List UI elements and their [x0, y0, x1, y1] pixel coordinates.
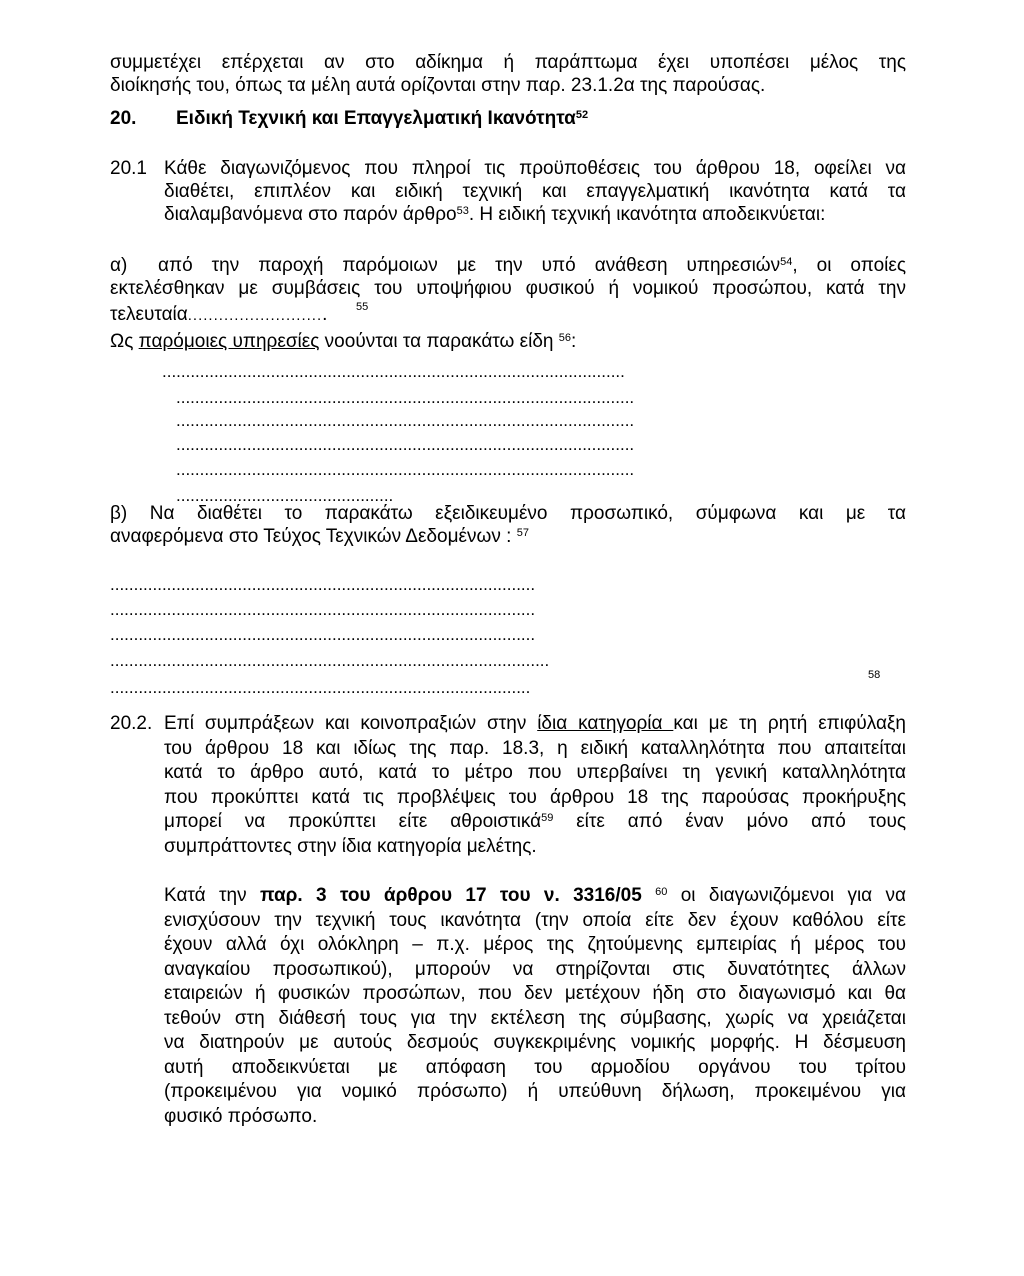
beta-paragraph [110, 502, 906, 548]
alpha-last-year [110, 303, 327, 327]
text-run: , οι οποίες [792, 255, 906, 276]
text-run: . Η ειδική τεχνική ικανότητα αποδεικνύεται: [468, 204, 826, 225]
paragraph-line [164, 203, 906, 226]
dotted-line: .......................................................................................... [110, 600, 536, 619]
paragraph-line: εταιρειών ή φυσικών προσώπων, που δεν μετέχουν ήδη στο διαγωνισμό και θα [164, 983, 906, 1004]
dotted-line: .............................................. [176, 486, 394, 505]
dotted-line: ................................................................................................. [176, 388, 635, 407]
footnote-ref: 52 [575, 109, 589, 121]
section-20-title-text: Ειδική Τεχνική και Επαγγελματική Ικανότητα [176, 108, 576, 129]
footnote-ref: 53 [456, 205, 469, 217]
footnote-ref: 56 [558, 332, 572, 344]
text-run: του υποψήφιου φυσικού ή νομικού προσώπου, κατά την [374, 278, 906, 299]
similar-services-line [110, 330, 576, 353]
article-17-paragraph [164, 884, 906, 1129]
text-run: είτε από έναν μόνο από τους [553, 811, 907, 832]
paragraph-line: ενισχύσουν την τεχνική τους ικανότητα (την οποία είτε δεν έχουν καθόλου είτε [164, 909, 906, 931]
paragraph-line: (προκειμένου για νομικό πρόσωπο) ή υπεύθυνη δήλωση, προκειμένου για [164, 1081, 906, 1102]
law-reference: παρ. 3 του άρθρου 17 του ν. 3316/05 [259, 885, 642, 906]
dotted-line: ................................................................................................. [176, 411, 635, 430]
text-run: από την παροχή παρόμοιων με την υπό ανάθεση υπηρεσιών [158, 255, 781, 276]
paragraph-line: του άρθρου 18 και ιδίως της παρ. 18.3, η ειδική καταλληλότητα που απαιτείται [164, 737, 906, 759]
text-run: . [322, 304, 328, 325]
text-run: διαλαμβανόμενα στο παρόν άρθρο [164, 204, 457, 225]
paragraph-line: που προκύπτει κατά τις προβλέψεις του άρθρου 18 της παρούσας προκήρυξης [164, 786, 906, 808]
paragraph-line: φυσικό πρόσωπο. [164, 1105, 318, 1127]
section-20-title [176, 107, 588, 130]
paragraph-line: κατά το άρθρο αυτό, κατά το μέτρο που υπερβαίνει τη γενική καταλληλότητα [164, 762, 906, 783]
paragraph-line: διαθέτει, επιπλέον και ειδική τεχνική και επαγγελματική ικανότητα κατά τα [164, 181, 906, 202]
section-20-number: 20. [110, 108, 137, 129]
paragraph-line: Κάθε διαγωνιζόμενος που πληροί τις προϋποθέσεις του άρθρου 18, οφείλει να [164, 158, 906, 179]
paragraph-line [110, 525, 906, 548]
paragraph-line [164, 884, 906, 909]
dotted-line: ................................................................................................. [176, 435, 635, 454]
text-run: εκτελέσθηκαν με συμβάσεις [110, 278, 361, 299]
footnote-58: 58 [868, 669, 881, 681]
footnote-ref: 54 [780, 256, 793, 268]
paragraph-line [164, 712, 906, 737]
paragraph-line: αναγκαίου προσωπικού), μπορούν να στηρίζονται στις δυνατότητες άλλων [164, 958, 906, 980]
dotted-line: ......................................................................................... [110, 678, 531, 697]
text-run: Επί συμπράξεων και κοινοπραξιών στην [164, 713, 538, 734]
text-run: αναφερόμενα στο Τεύχος Τεχνικών Δεδομένων : [110, 526, 512, 547]
text-run: και με τη ρητή επιφύλαξη [673, 713, 906, 734]
text-run: Κατά την [164, 885, 260, 906]
text-run: τελευταία [110, 304, 188, 325]
paragraph-line: συμπράττοντες στην ίδια κατηγορία μελέτης. [164, 835, 537, 857]
footnote-ref: 57 [516, 527, 529, 539]
section-20-1-number: 20.1 [110, 158, 147, 179]
paragraph-line [110, 277, 906, 300]
paragraph-line: β) Να διαθέτει το παρακάτω εξειδικευμένο προσωπικό, σύμφωνα και με τα [110, 503, 906, 524]
paragraph-line: τεθούν στη διάθεσή τους για την εκτέλεση της σύμβασης, χωρίς να χρειάζεται [164, 1007, 906, 1029]
footnote-ref: 59 [541, 812, 554, 824]
similar-services-term: παρόμοιες υπηρεσίες [138, 331, 320, 352]
same-category-term: ίδια κατηγορία [537, 713, 674, 734]
dotted-line: .......................................................................................... [110, 625, 536, 644]
intro-line: διοίκησής του, όπως τα μέλη αυτά ορίζονται στην παρ. 23.1.2α της παρούσας. [110, 75, 766, 96]
section-20-2-number: 20.2. [110, 713, 153, 734]
footnote-55: 55 [356, 301, 369, 313]
alpha-label: α) [110, 255, 128, 276]
paragraph-line: να διατηρούν με αυτούς δεσμούς συγκεκριμένης νομικής μορφής. Η δέσμευση [164, 1032, 906, 1053]
text-run: οι διαγωνιζόμενοι για να [667, 885, 907, 906]
text-run: Ως [110, 331, 139, 352]
dotted-line: .......................................................................................... [110, 575, 536, 594]
dotted-line: ............................................................................................. [110, 651, 550, 670]
text-run: : [571, 331, 577, 352]
section-20-2-paragraph [164, 712, 906, 859]
intro-line: συμμετέχει επέρχεται αν στο αδίκημα ή παράπτωμα έχει υποπέσει μέλος της [110, 52, 906, 73]
paragraph-line: αυτή αποδεικνύεται με απόφαση του αρμοδίου οργάνου του τρίτου [164, 1056, 906, 1078]
paragraph-line: έχουν αλλά όχι ολόκληρη – π.χ. μέρος της ζητούμενης εμπειρίας ή μέρος του [164, 934, 906, 955]
dotted-line: ................................................................................................. [176, 460, 635, 479]
dotted-line: .................................................................................................. [162, 362, 625, 381]
text-run: νοούνται τα παρακάτω είδη [319, 331, 554, 352]
text-run: μπορεί να προκύπτει είτε αθροιστικά [164, 811, 542, 832]
paragraph-line [164, 810, 906, 835]
alpha-paragraph [110, 254, 906, 300]
footnote-ref: 60 [655, 886, 668, 898]
paragraph-line [110, 254, 906, 277]
dotted-fill: .......................... [187, 307, 323, 324]
intro-paragraph [110, 51, 906, 97]
section-20-1-paragraph [164, 157, 906, 226]
